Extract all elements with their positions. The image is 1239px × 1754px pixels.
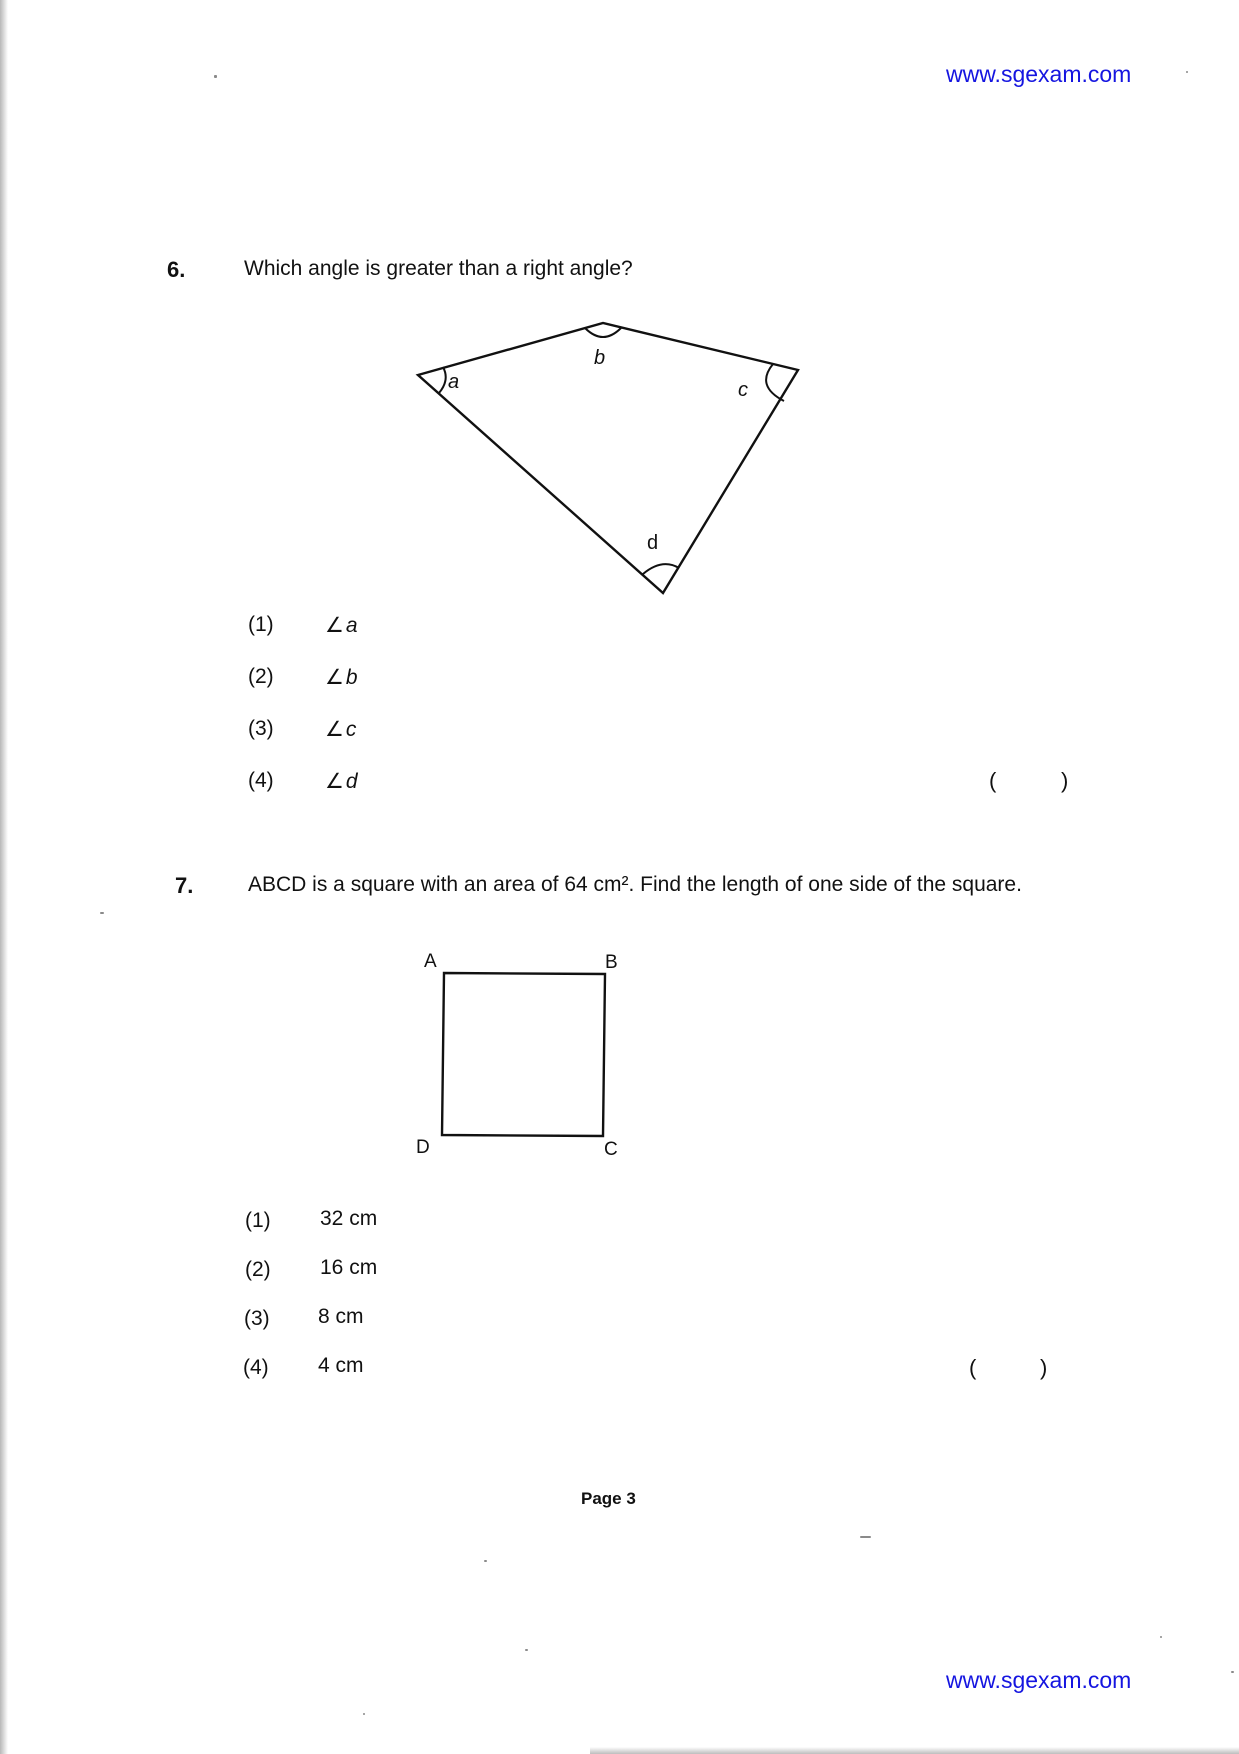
angle-b-arc <box>585 328 621 337</box>
scan-speck <box>484 1560 487 1562</box>
angle-label-c: c <box>738 379 748 401</box>
scan-bottom-edge <box>590 1747 1239 1754</box>
angle-symbol: ∠ <box>325 666 344 689</box>
question-7-text: ABCD is a square with an area of 64 cm². Find the length of one side of the square. <box>248 873 1022 896</box>
scan-speck <box>525 1649 528 1651</box>
page-number: Page 3 <box>581 1489 636 1508</box>
scan-speck <box>100 912 104 914</box>
q6-option-3-text: c <box>345 718 357 741</box>
scan-speck <box>1186 71 1188 73</box>
question-6-text: Which angle is greater than a right angle? <box>244 257 633 280</box>
q6-option-3-number: (3) <box>248 717 274 740</box>
vertex-label-b: B <box>605 952 618 973</box>
angle-a-arc <box>439 367 446 393</box>
q7-option-1-number: (1) <box>245 1209 271 1232</box>
q6-option-1-text: a <box>345 614 358 637</box>
scan-speck <box>860 1536 871 1538</box>
scan-speck <box>1231 1671 1234 1673</box>
q7-option-1-text[interactable]: 32 cm <box>320 1207 378 1230</box>
angle-d-arc <box>643 564 679 574</box>
scan-left-edge <box>0 0 8 1754</box>
quadrilateral-figure <box>400 310 820 600</box>
quadrilateral-outline <box>418 323 798 593</box>
square-outline <box>442 973 605 1136</box>
q7-option-4-number: (4) <box>243 1356 269 1379</box>
question-7-number: 7. <box>175 873 194 898</box>
q6-option-2-number: (2) <box>248 665 274 688</box>
angle-symbol: ∠ <box>325 718 344 741</box>
q7-option-2-text[interactable]: 16 cm <box>320 1256 378 1279</box>
sgexam-link-top[interactable]: www.sgexam.com <box>946 61 1132 87</box>
q6-option-2-text: b <box>345 666 358 689</box>
angle-symbol: ∠ <box>325 770 344 793</box>
q7-answer-open-paren: ( <box>969 1355 977 1380</box>
angle-label-d: d <box>647 532 659 554</box>
q6-option-4-text: d <box>345 770 358 793</box>
square-abcd-figure <box>405 945 625 1165</box>
scan-speck <box>1160 1636 1162 1638</box>
q6-option-4[interactable] <box>325 769 358 794</box>
q6-answer-open-paren: ( <box>989 768 997 793</box>
q6-option-1[interactable] <box>325 613 358 638</box>
sgexam-link-bottom[interactable]: www.sgexam.com <box>946 1667 1132 1693</box>
q6-option-3[interactable] <box>325 717 356 742</box>
q6-option-1-number: (1) <box>248 613 274 636</box>
q6-option-4-number: (4) <box>248 769 274 792</box>
q6-option-2[interactable] <box>325 665 358 690</box>
q7-answer-close-paren: ) <box>1040 1355 1048 1380</box>
vertex-label-c: C <box>604 1139 618 1160</box>
vertex-label-a: A <box>424 951 437 972</box>
angle-symbol: ∠ <box>325 614 344 637</box>
q7-option-2-number: (2) <box>245 1258 271 1281</box>
q6-answer-close-paren: ) <box>1061 768 1069 793</box>
q7-option-3-number: (3) <box>244 1307 270 1330</box>
vertex-label-d: D <box>416 1137 430 1158</box>
scan-speck <box>214 75 217 78</box>
angle-label-a: a <box>448 371 460 393</box>
question-6-number: 6. <box>167 257 186 282</box>
q7-option-3-text[interactable]: 8 cm <box>318 1305 364 1328</box>
scan-speck <box>363 1713 365 1715</box>
angle-label-b: b <box>594 347 606 369</box>
q7-option-4-text[interactable]: 4 cm <box>318 1354 364 1377</box>
